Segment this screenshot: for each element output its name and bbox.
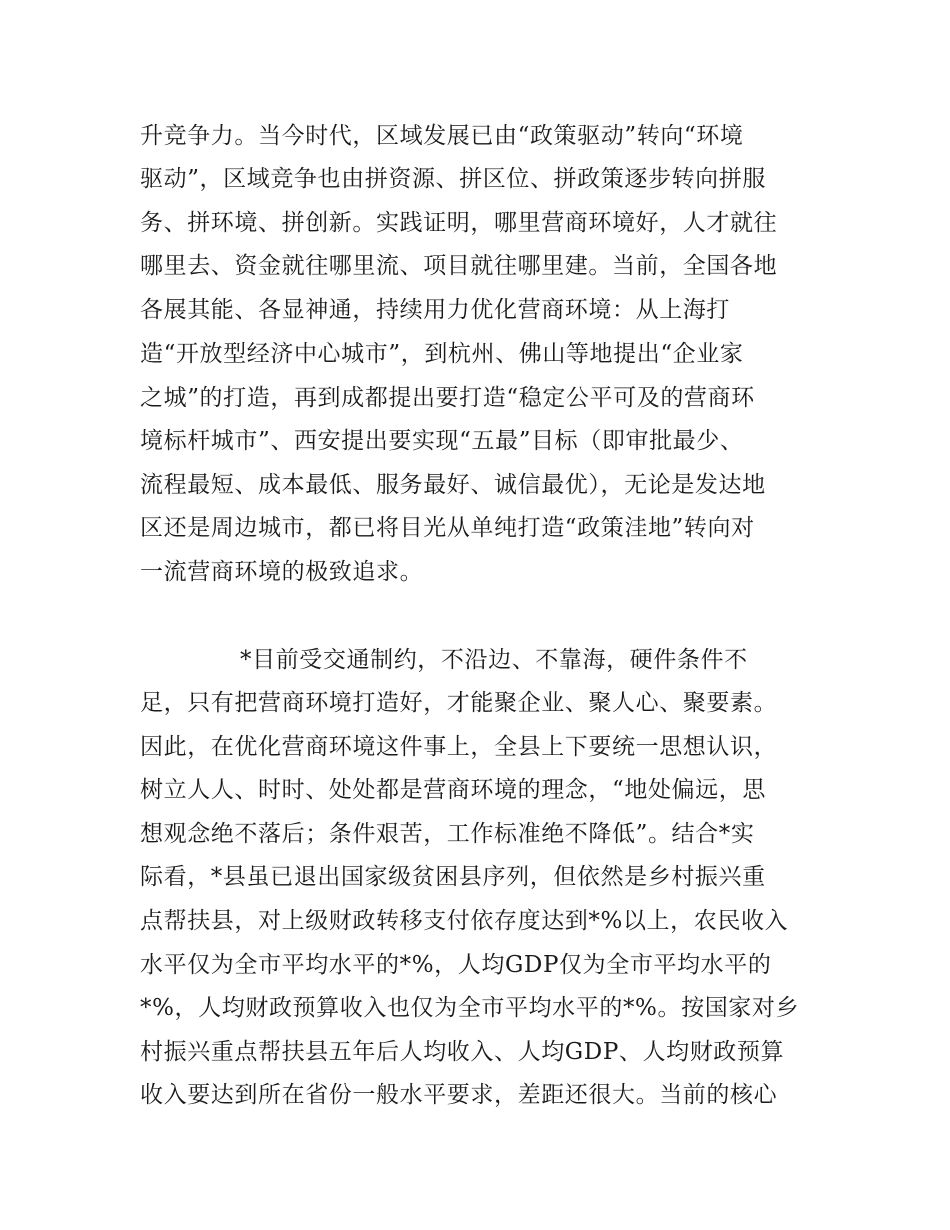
text-line: 水平仅为全市平均水平的*%，人均GDP仅为全市平均水平的 xyxy=(140,952,772,978)
text-line: 村振兴重点帮扶县五年后人均收入、人均GDP、人均财政预算 xyxy=(140,1039,785,1065)
text-line: 一流营商环境的极致追求。 xyxy=(140,559,424,585)
text-line: 驱动”，区域竞争也由拼资源、拼区位、拼政策逐步转向拼服 xyxy=(140,166,766,192)
text-line: 造“开放型经济中心城市”，到杭州、佛山等地提出“企业家 xyxy=(140,341,744,367)
text-line: *目前受交通制约，不沿边、不靠海，硬件条件不 xyxy=(240,647,748,673)
text-line: 收入要达到所在省份一般水平要求，差距还很大。当前的核心 xyxy=(140,1082,778,1108)
text-line: 区还是周边城市，都已将目光从单纯打造“政策洼地”转向对 xyxy=(140,515,755,541)
text-line: 足，只有把营商环境打造好，才能聚企业、聚人心、聚要素。 xyxy=(140,690,778,716)
text-line: 之城”的打造，再到成都提出要打造“稳定公平可及的营商环 xyxy=(140,385,755,411)
text-line: *%，人均财政预算收入也仅为全市平均水平的*%。按国家对乡 xyxy=(140,995,800,1021)
text-line: 流程最短、成本最低、服务最好、诚信最优），无论是发达地 xyxy=(140,472,766,498)
text-line: 升竞争力。当今时代，区域发展已由“政策驱动”转向“环境 xyxy=(140,123,744,149)
text-line: 境标杆城市”、西安提出要实现“五最”目标（即审批最少、 xyxy=(140,428,744,454)
text-line: 想观念绝不落后；条件艰苦，工作标准绝不降低”。结合*实 xyxy=(140,821,755,847)
text-line: 各展其能、各显神通，持续用力优化营商环境：从上海打 xyxy=(140,297,730,323)
text-line: 因此，在优化营商环境这件事上，全县上下要统一思想认识， xyxy=(140,734,778,760)
text-line: 务、拼环境、拼创新。实践证明，哪里营商环境好，人才就往 xyxy=(140,210,778,236)
text-line: 际看，*县虽已退出国家级贫困县序列，但依然是乡村振兴重 xyxy=(140,864,766,890)
text-line: 哪里去、资金就往哪里流、项目就往哪里建。当前，全国各地 xyxy=(140,253,778,279)
text-line: 点帮扶县，对上级财政转移支付依存度达到*%以上，农民收入 xyxy=(140,908,789,934)
text-line: 树立人人、时时、处处都是营商环境的理念，“地处偏远，思 xyxy=(140,777,766,803)
